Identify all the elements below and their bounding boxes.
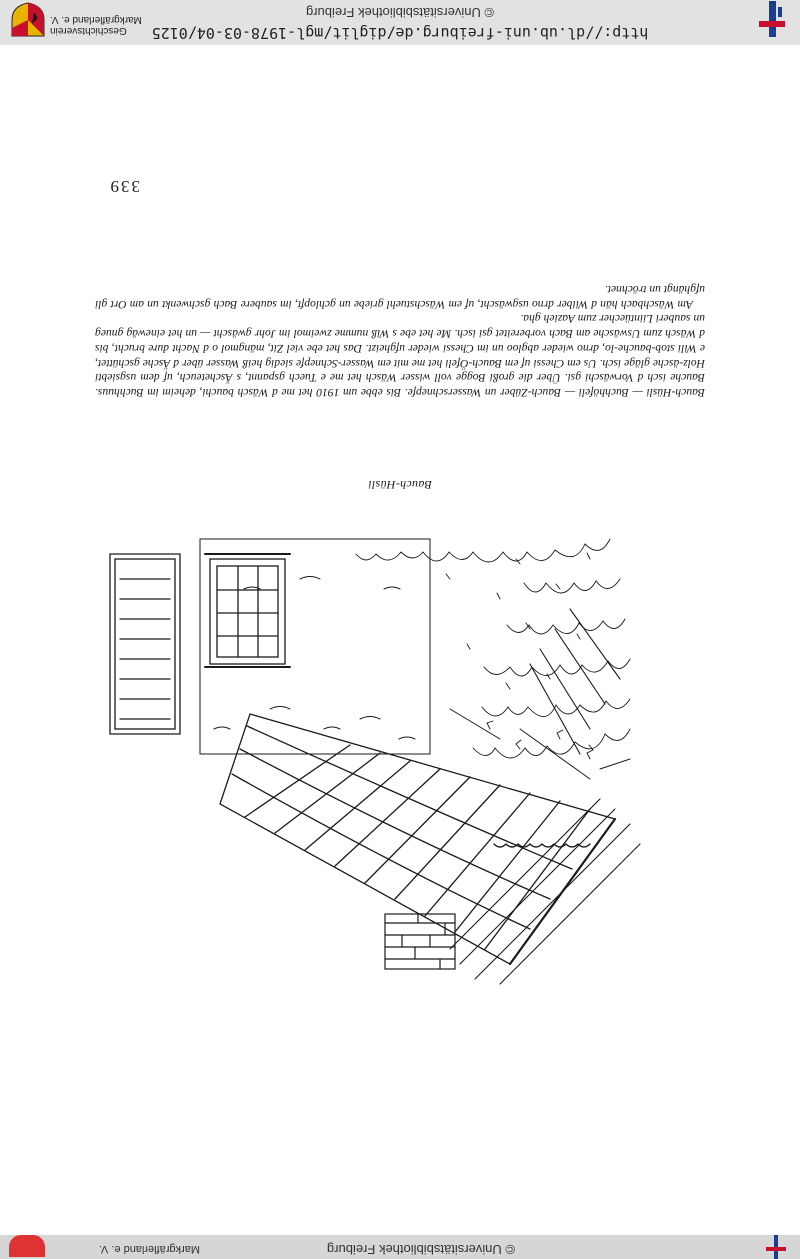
library-credit: © Universitätsbibliothek Freiburg [305, 5, 495, 20]
bauch-huesli-drawing [90, 499, 650, 1059]
house-wall [200, 539, 430, 754]
society-line: Geschichtsverein [50, 25, 127, 36]
ground-marks [450, 709, 630, 779]
society-line: Markgräflerland e. V. [50, 14, 142, 25]
body-text [95, 281, 705, 399]
previous-credit: © Universitätsbibliothek Freiburg [326, 1242, 515, 1257]
society-crest-icon [8, 2, 48, 38]
foliage [356, 539, 630, 759]
paragraph: Am Wäschbach hän d Wiiber drno usgwäscht, uf em Wäschstuehl griebe un gchlopft, im saubere Bach gschwenkt un am Ort gli ufghängt un tröchnet. [95, 283, 705, 311]
library-banner [0, 0, 800, 45]
house-door [110, 554, 180, 734]
society-name [50, 14, 150, 36]
ub-logo-icon [766, 1235, 786, 1259]
paragraph: Bauch-Hüsli — Buchhöfeli — Bauch-Züber un Wasserschnepfe. Bis ebbe um 1910 het me d Wäsch bauchi, deheim im Buchhuus. Bauche isch d Vorwäschi gsi. Über die großi Bogge voll wisser Wäsch het me e Tuech gspannt, s Äscheteuch, uf dem usgsiebti Holz-äsche gläge isch. Us em Chessi uf em Bauch-Öfeli het me mit em Wasser-Schnepfe siedig heiß Wasser über d Äsche gschüttet, e Wili stob-bauche-lo, drno wieder abgloo un im Chessi wieder ufgheizt. Das het ebe viel Zit, mängmol o d Nacht dure brucht, bis d Wäsch zum Uswäsche am Bach vorbereitet gsi isch. Me het ebe s Wiß numme zweimol im Johr gwäscht — un het einewäg gnueg un sauberi Liintüecher zum Aazieh gha. [95, 312, 705, 399]
crest-icon [9, 1235, 45, 1257]
drawing-caption: Bauch-Hüsli [368, 478, 432, 492]
roof [220, 714, 615, 964]
previous-scan-footer [0, 1235, 800, 1259]
previous-society: Markgräflerland e. V. [98, 1243, 200, 1255]
chimney [385, 914, 455, 969]
house-window [205, 554, 290, 667]
permalink-url[interactable]: http://dl.ub.uni-freiburg.de/diglit/mgl-1978-03-04/0125 [151, 24, 649, 42]
page-number: 339 [108, 177, 140, 196]
